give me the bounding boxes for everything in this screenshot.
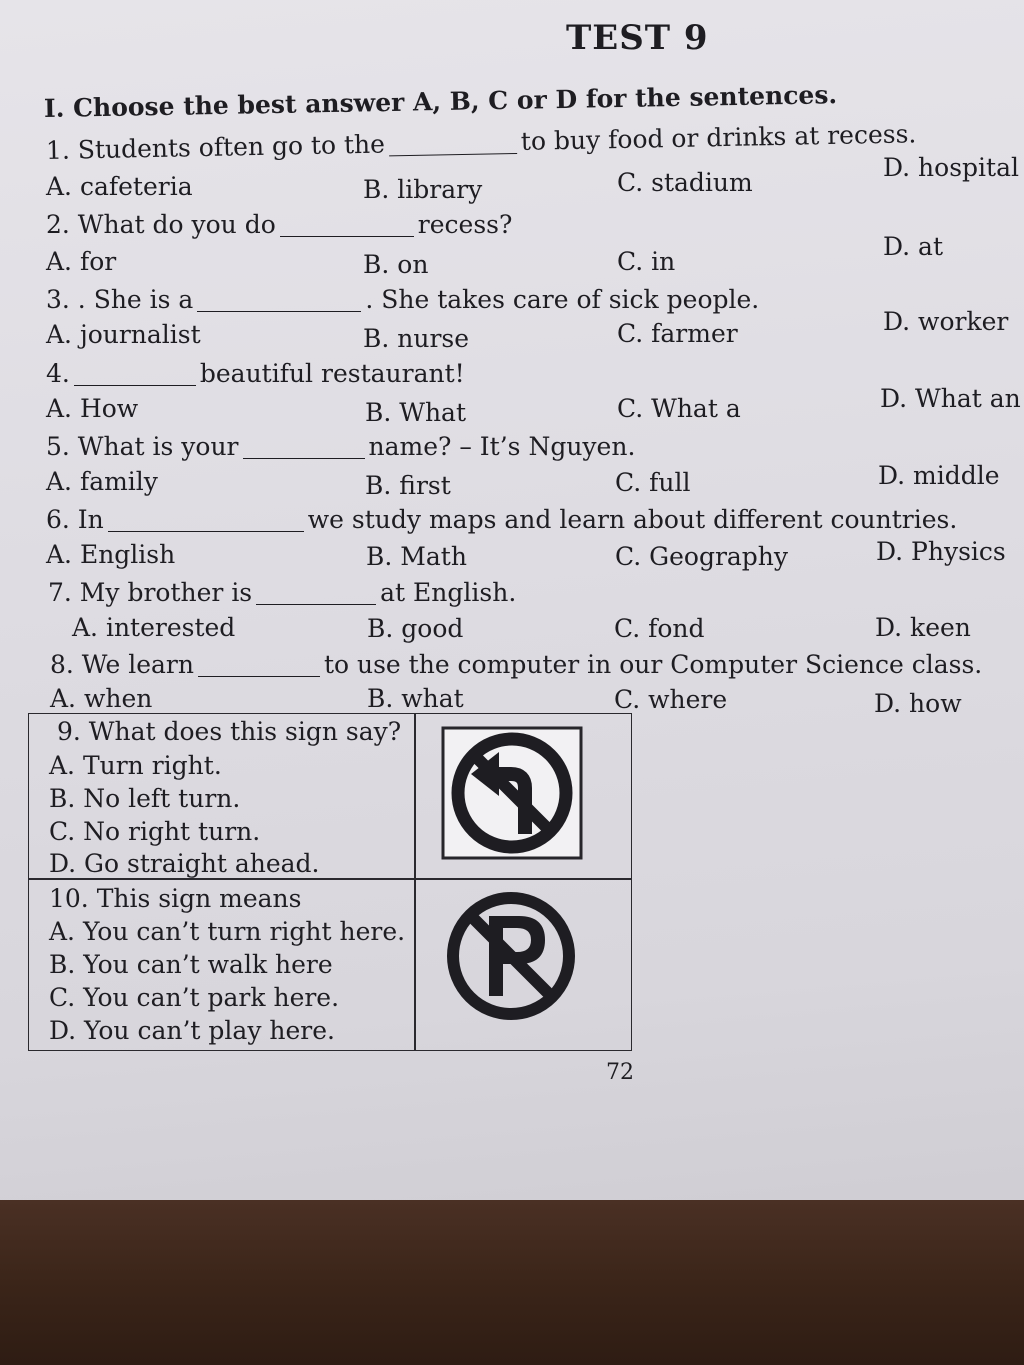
q6-option-c: C. Geography [615, 542, 789, 571]
q7-option-c: C. fond [614, 614, 705, 643]
sign-questions-table [28, 713, 632, 1051]
q4-option-d: D. What an [880, 384, 1021, 413]
q6-option-b: B. Math [366, 542, 467, 571]
test-title: TEST 9 [566, 18, 709, 58]
answer-blank [389, 152, 517, 156]
question-5-text-end: name? – It’s Nguyen. [368, 432, 636, 461]
question-8-text: 8. We learn [50, 650, 194, 679]
q10-option-b: B. You can’t walk here [49, 950, 333, 979]
question-8-text-end: to use the computer in our Computer Science class. [323, 650, 983, 679]
q8-option-c: C. where [614, 685, 728, 714]
q9-option-d: D. Go straight ahead. [49, 849, 320, 878]
q2-option-c: C. in [617, 247, 676, 276]
q10-option-a: A. You can’t turn right here. [49, 917, 406, 946]
q10-option-c: C. You can’t park here. [49, 983, 340, 1012]
table-divider [29, 878, 631, 880]
q1-option-d: D. hospital [883, 153, 1019, 182]
question-1-text: 1. Students often go to the [45, 129, 386, 165]
answer-blank [256, 603, 376, 605]
question-3 [46, 285, 759, 314]
q2-option-d: D. at [883, 232, 943, 261]
question-1-text-end: to buy food or drinks at recess. [520, 119, 917, 156]
question-5 [46, 432, 635, 461]
q1-option-a: A. cafeteria [46, 172, 193, 201]
answer-blank [108, 530, 304, 532]
section-heading: I. Choose the best answer A, B, C or D for the sentences. [43, 80, 838, 123]
q3-option-c: C. farmer [617, 319, 738, 348]
question-7-text: 7. My brother is [48, 578, 253, 607]
question-4-text: 4. [46, 359, 70, 388]
q2-option-b: B. on [363, 250, 429, 279]
q5-option-c: C. full [615, 468, 691, 497]
question-1 [46, 119, 917, 165]
q9-option-b: B. No left turn. [49, 784, 241, 813]
q8-option-a: A. when [50, 684, 153, 713]
q4-option-a: A. How [46, 394, 139, 423]
q4-option-c: C. What a [617, 394, 741, 423]
question-8 [50, 650, 982, 679]
answer-blank [197, 310, 361, 312]
q5-option-b: B. first [365, 471, 451, 500]
question-6-text: 6. In [46, 505, 104, 534]
q5-option-d: D. middle [878, 461, 1000, 490]
q5-option-a: A. family [46, 467, 158, 496]
table-divider [414, 714, 416, 1050]
answer-blank [74, 384, 196, 386]
q4-option-b: B. What [365, 398, 467, 427]
answer-blank [280, 235, 414, 237]
q1-option-b: B. library [363, 175, 483, 204]
q7-option-a: A. interested [72, 613, 236, 642]
question-7 [48, 578, 516, 607]
question-5-text: 5. What is your [46, 432, 239, 461]
question-3-text-end: . She takes care of sick people. [365, 285, 760, 314]
q7-option-d: D. keen [875, 613, 971, 642]
table-surface [0, 1200, 1024, 1365]
question-7-text-end: at English. [380, 578, 517, 607]
question-2-text-end: recess? [417, 210, 513, 239]
q3-option-a: A. journalist [46, 320, 201, 349]
q3-option-b: B. nurse [363, 324, 470, 353]
question-10: 10. This sign means [49, 884, 302, 913]
page-number: 72 [606, 1060, 634, 1085]
q6-option-a: A. English [46, 540, 176, 569]
question-6-text-end: we study maps and learn about different countries. [307, 505, 958, 534]
q10-option-d: D. You can’t play here. [49, 1016, 335, 1045]
question-4-text-end: beautiful restaurant! [199, 359, 465, 388]
question-3-text: 3. . She is a [46, 285, 194, 314]
q9-option-c: C. No right turn. [49, 817, 261, 846]
q7-option-b: B. good [367, 614, 464, 643]
q9-option-a: A. Turn right. [49, 751, 222, 780]
q3-option-d: D. worker [883, 307, 1009, 336]
question-2 [46, 210, 512, 239]
no-left-turn-sign-icon [441, 726, 583, 860]
question-4 [46, 359, 465, 388]
q8-option-d: D. how [874, 689, 962, 718]
answer-blank [198, 675, 320, 677]
question-9: 9. What does this sign say? [57, 717, 402, 746]
q6-option-d: D. Physics [876, 537, 1006, 566]
question-2-text: 2. What do you do [46, 210, 276, 239]
no-parking-sign-icon [441, 890, 583, 1022]
q2-option-a: A. for [46, 247, 117, 276]
question-6 [46, 505, 957, 534]
answer-blank [243, 457, 365, 459]
q8-option-b: B. what [367, 684, 464, 713]
q1-option-c: C. stadium [617, 168, 753, 197]
